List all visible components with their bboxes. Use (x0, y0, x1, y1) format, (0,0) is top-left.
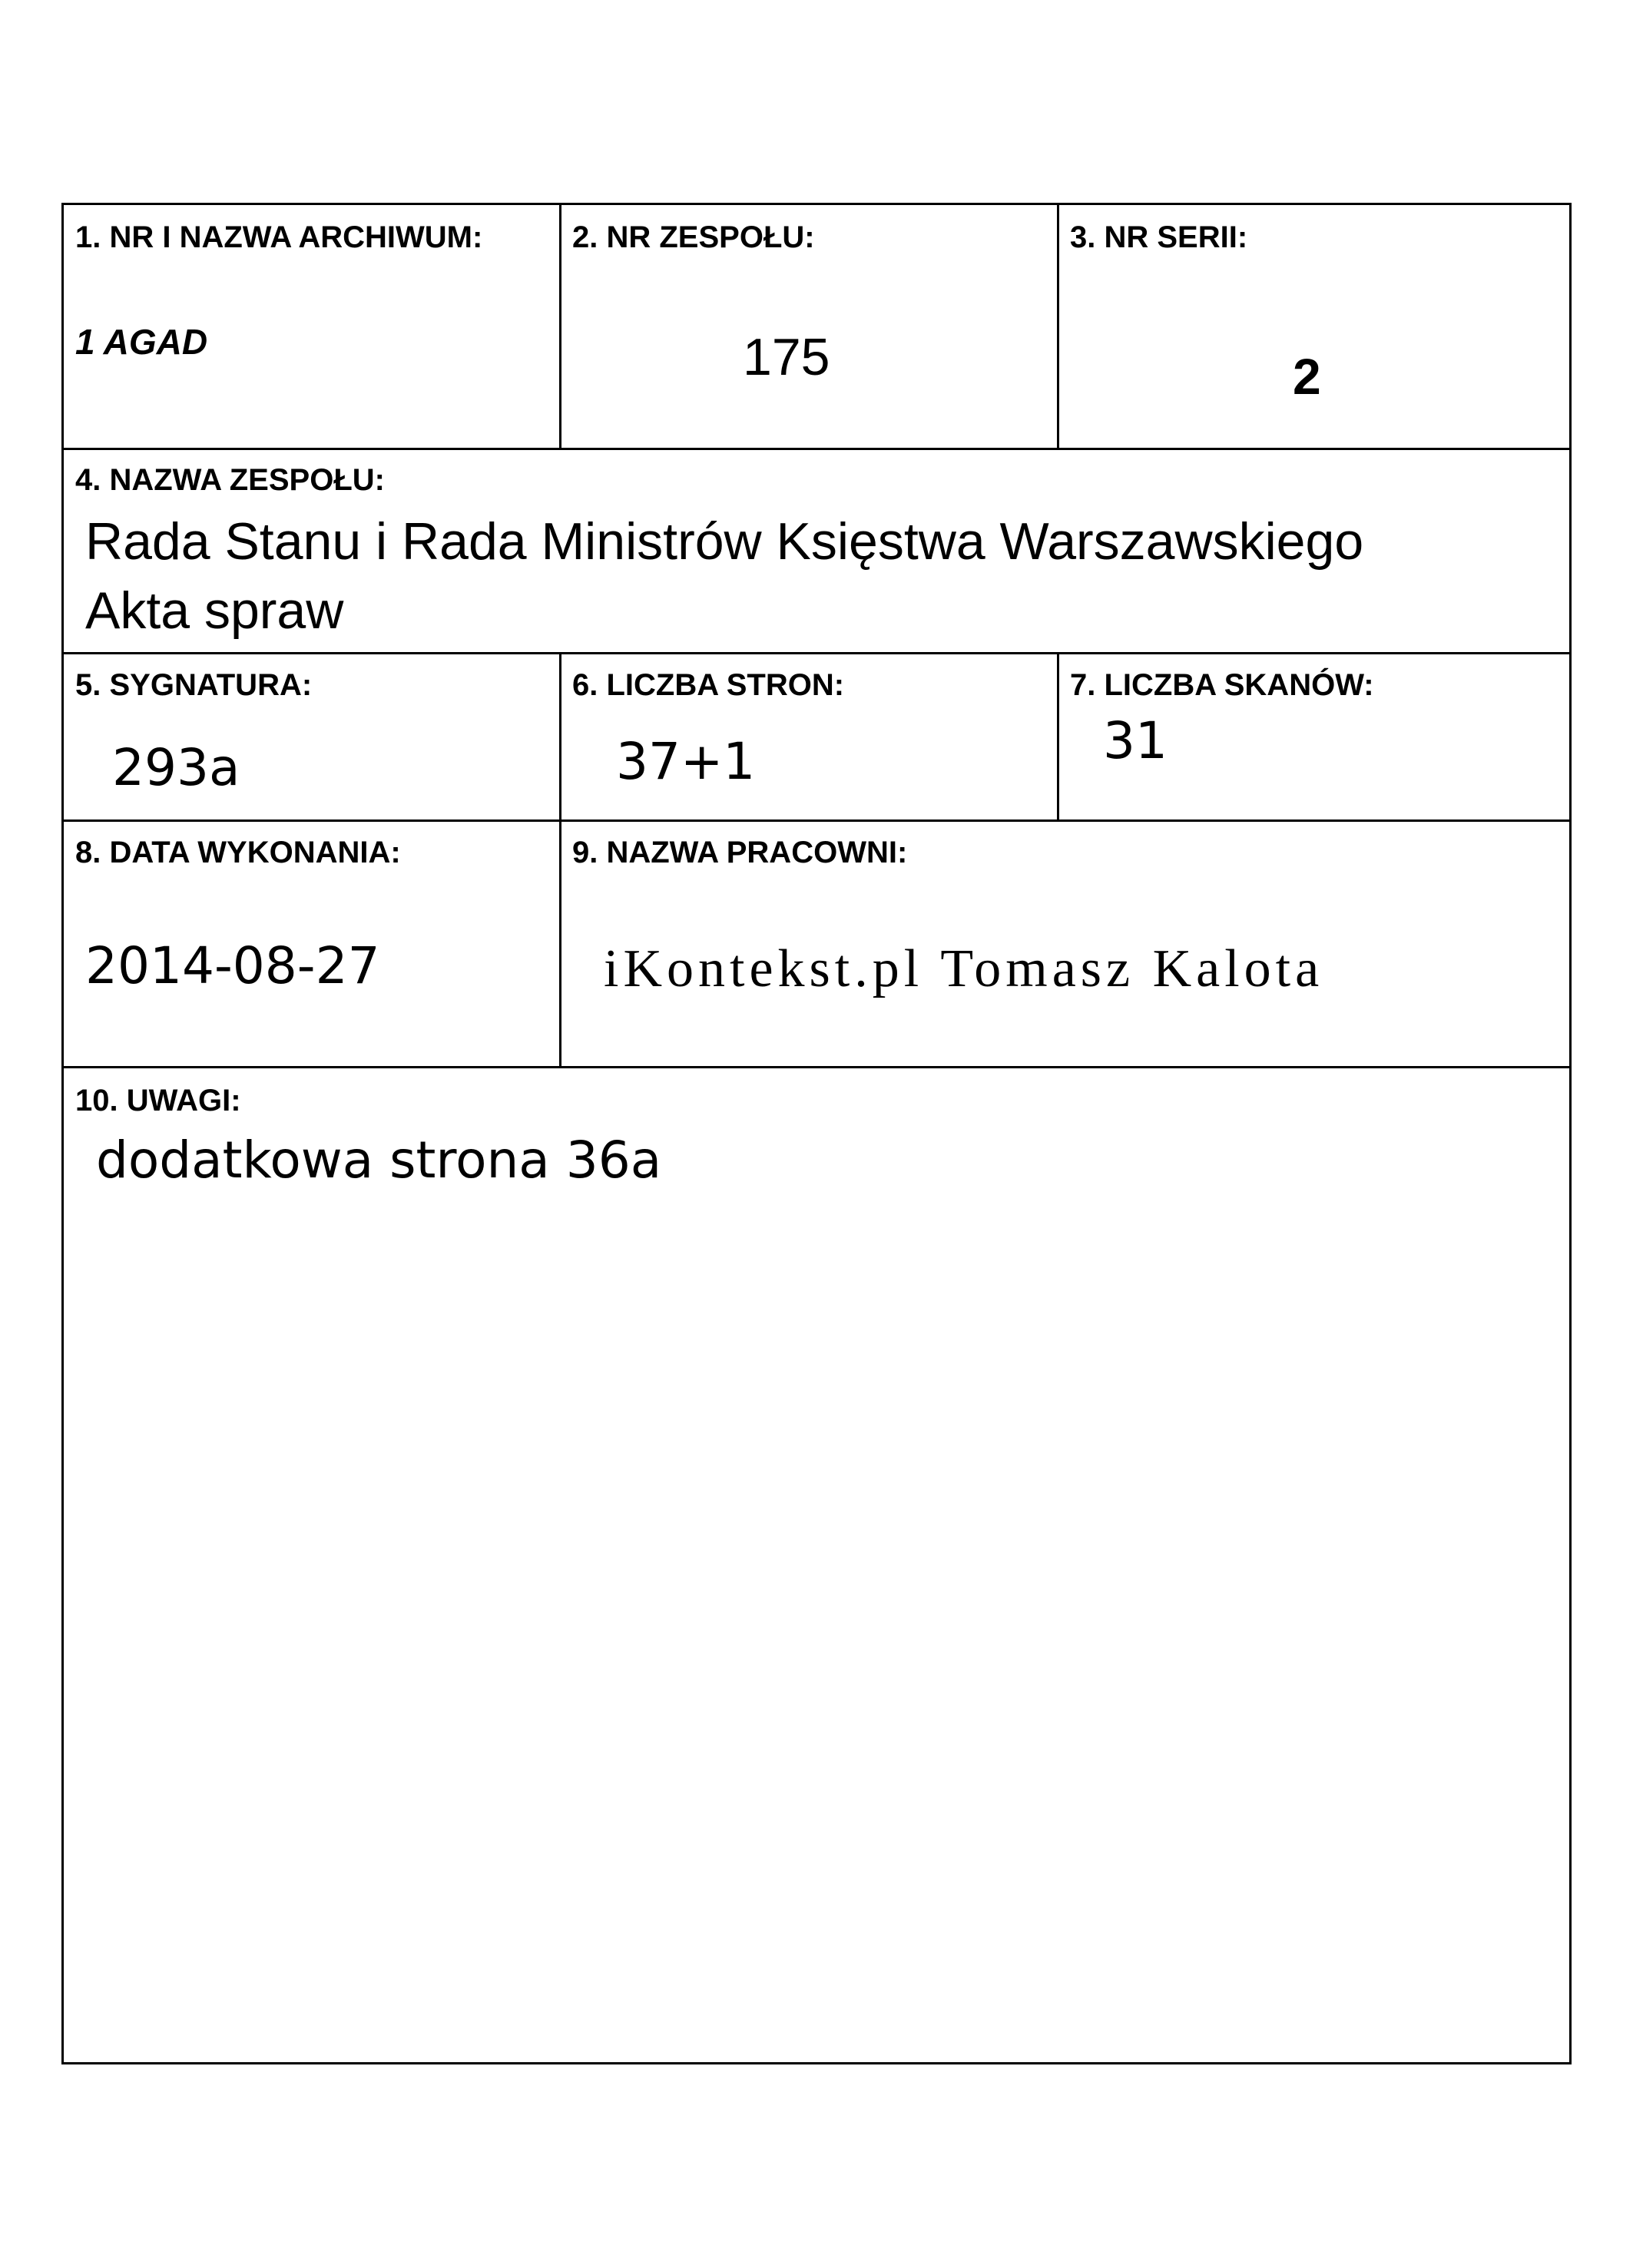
signature-value: 293a (112, 738, 240, 797)
fonds-number-value: 175 (743, 328, 830, 386)
archive-label: 1. NR I NAZWA ARCHIWUM: (75, 220, 483, 254)
notes-value: dodatkowa strona 36a (96, 1131, 662, 1190)
scan-count-label: 7. LICZBA SKANÓW: (1070, 668, 1374, 702)
signature-cell (64, 654, 559, 819)
workshop-label: 9. NAZWA PRACOWNI: (572, 836, 908, 869)
series-number-value: 2 (1293, 348, 1321, 405)
fonds-name-line2: Akta spraw (85, 581, 344, 640)
page-count-cell (561, 654, 1057, 819)
archive-metadata-form (61, 203, 1572, 2064)
notes-label: 10. UWAGI: (75, 1084, 241, 1117)
page-count-value: 37+1 (616, 732, 756, 791)
workshop-value: iKontekst.pl Tomasz Kalota (604, 939, 1324, 998)
date-cell (64, 822, 559, 1066)
series-number-cell (1059, 205, 1572, 448)
series-number-label: 3. NR SERII: (1070, 220, 1248, 254)
scan-count-cell (1059, 654, 1572, 819)
archive-value: 1 AGAD (75, 322, 208, 362)
signature-label: 5. SYGNATURA: (75, 668, 313, 702)
fonds-number-cell (561, 205, 1057, 448)
archive-cell (64, 205, 559, 448)
scan-count-value: 31 (1103, 711, 1168, 770)
fonds-name-label: 4. NAZWA ZESPOŁU: (75, 463, 385, 497)
fonds-name-cell (64, 450, 1569, 652)
date-label: 8. DATA WYKONANIA: (75, 836, 401, 869)
workshop-cell (561, 822, 1569, 1066)
notes-cell (64, 1068, 1569, 2062)
date-value: 2014-08-27 (85, 936, 380, 995)
page-count-label: 6. LICZBA STRON: (572, 668, 845, 702)
fonds-name-line1: Rada Stanu i Rada Ministrów Księstwa Warszawskiego (85, 512, 1364, 571)
fonds-number-label: 2. NR ZESPOŁU: (572, 220, 815, 254)
